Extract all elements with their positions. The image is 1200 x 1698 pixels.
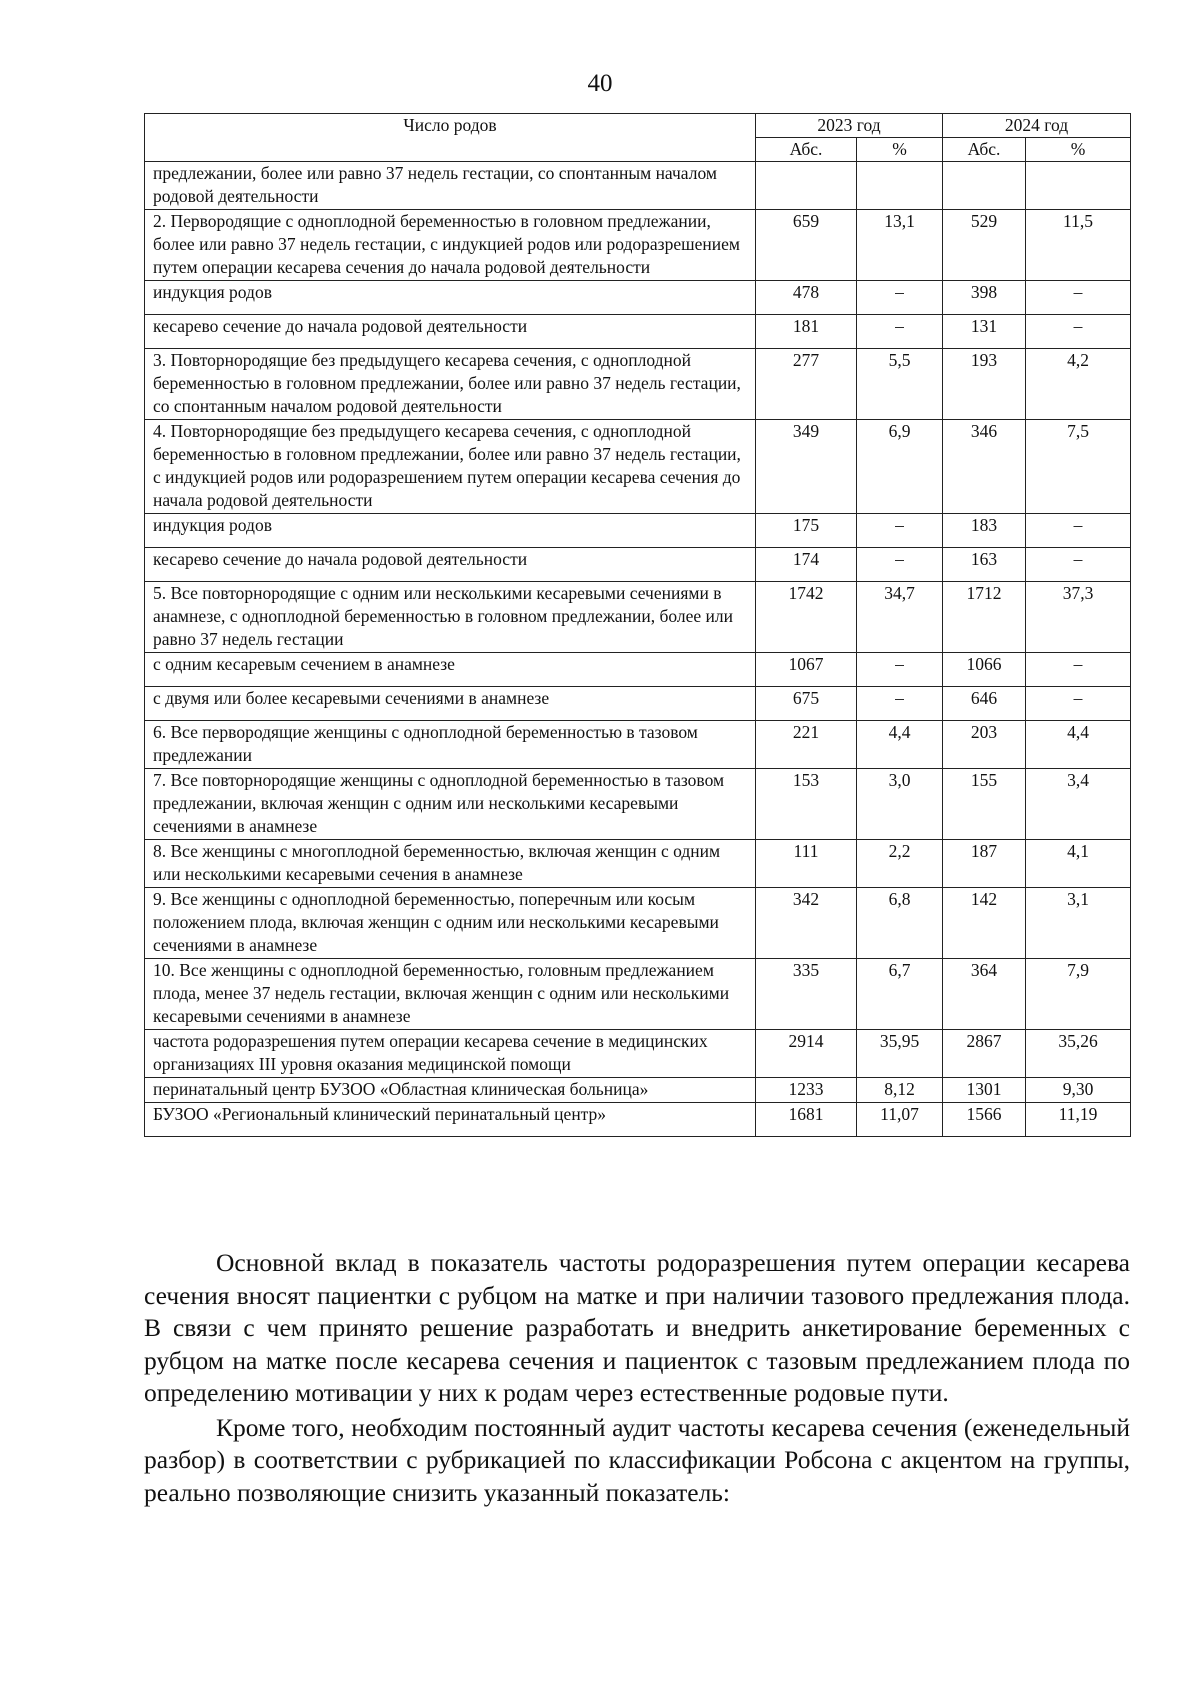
row-label: 8. Все женщины с многоплодной беременностью, включая женщин с одним или несколькими кесаревыми сечения в анамнезе <box>145 840 756 888</box>
cell-pct-2023: 5,5 <box>857 349 943 420</box>
cell-abs-2023: 153 <box>756 769 857 840</box>
row-label: 6. Все первородящие женщины с одноплодной беременностью в тазовом предлежании <box>145 721 756 769</box>
table-row <box>145 1078 1131 1103</box>
cell-abs-2024: 183 <box>943 514 1026 548</box>
cell-abs-2023: 1742 <box>756 582 857 653</box>
header-pct-2023: % <box>857 138 943 162</box>
cell-abs-2023: 181 <box>756 315 857 349</box>
row-label: индукция родов <box>145 281 756 315</box>
cell-pct-2023: 2,2 <box>857 840 943 888</box>
header-abs-2024: Абс. <box>943 138 1026 162</box>
cell-abs-2023 <box>756 162 857 210</box>
cell-pct-2024: – <box>1026 281 1131 315</box>
table-row <box>145 1103 1131 1137</box>
table-row <box>145 420 1131 514</box>
cell-pct-2024: 11,5 <box>1026 210 1131 281</box>
cell-pct-2023 <box>857 162 943 210</box>
cell-pct-2023: – <box>857 315 943 349</box>
header-year-2024: 2024 год <box>943 114 1131 138</box>
cell-abs-2024: 1066 <box>943 653 1026 687</box>
cell-pct-2024: 9,30 <box>1026 1078 1131 1103</box>
cell-pct-2024: 37,3 <box>1026 582 1131 653</box>
cell-pct-2023: 3,0 <box>857 769 943 840</box>
cell-pct-2024: – <box>1026 653 1131 687</box>
cell-abs-2024: 203 <box>943 721 1026 769</box>
row-label: частота родоразрешения путем операции кесарева сечение в медицинских организациях III уровня оказания медицинской помощи <box>145 1030 756 1078</box>
row-label: предлежании, более или равно 37 недель гестации, со спонтанным началом родовой деятельности <box>145 162 756 210</box>
table-row <box>145 548 1131 582</box>
cell-pct-2023: – <box>857 687 943 721</box>
cell-abs-2024: 1566 <box>943 1103 1026 1137</box>
cell-abs-2024: 142 <box>943 888 1026 959</box>
table-row <box>145 210 1131 281</box>
cell-pct-2024: 35,26 <box>1026 1030 1131 1078</box>
table-row <box>145 840 1131 888</box>
cell-abs-2024: 131 <box>943 315 1026 349</box>
cell-pct-2024: 3,4 <box>1026 769 1131 840</box>
cell-abs-2024: 193 <box>943 349 1026 420</box>
row-label: перинатальный центр БУЗОО «Областная клиническая больница» <box>145 1078 756 1103</box>
table-row <box>145 514 1131 548</box>
row-label: кесарево сечение до начала родовой деятельности <box>145 548 756 582</box>
cell-abs-2024: 187 <box>943 840 1026 888</box>
cell-abs-2023: 675 <box>756 687 857 721</box>
row-label: 10. Все женщины с одноплодной беременностью, головным предлежанием плода, менее 37 недель гестации, включая женщин с одним или несколькими кесаревыми сечениями в анамнезе <box>145 959 756 1030</box>
cell-abs-2023: 335 <box>756 959 857 1030</box>
cell-pct-2023: – <box>857 653 943 687</box>
cell-abs-2023: 659 <box>756 210 857 281</box>
body-text <box>144 1247 1130 1511</box>
cell-pct-2024: 4,4 <box>1026 721 1131 769</box>
table-row <box>145 959 1131 1030</box>
cell-pct-2024: – <box>1026 548 1131 582</box>
cell-pct-2024: 3,1 <box>1026 888 1131 959</box>
cell-pct-2023: 6,7 <box>857 959 943 1030</box>
header-births-count: Число родов <box>145 114 756 162</box>
cell-abs-2024: 364 <box>943 959 1026 1030</box>
table-body <box>145 162 1131 1137</box>
cell-abs-2024: 398 <box>943 281 1026 315</box>
cell-pct-2023: – <box>857 514 943 548</box>
cell-abs-2023: 111 <box>756 840 857 888</box>
cell-pct-2023: 6,8 <box>857 888 943 959</box>
cell-abs-2024: 529 <box>943 210 1026 281</box>
cell-abs-2023: 221 <box>756 721 857 769</box>
row-label: 3. Повторнородящие без предыдущего кесарева сечения, с одноплодной беременностью в головном предлежании, более или равно 37 недель гестации, со спонтанным началом родовой деятельности <box>145 349 756 420</box>
cell-abs-2023: 1233 <box>756 1078 857 1103</box>
robson-table <box>144 113 1131 1137</box>
cell-pct-2023: 34,7 <box>857 582 943 653</box>
row-label: индукция родов <box>145 514 756 548</box>
table-row <box>145 349 1131 420</box>
cell-abs-2024: 346 <box>943 420 1026 514</box>
cell-abs-2023: 342 <box>756 888 857 959</box>
table-row <box>145 315 1131 349</box>
cell-abs-2024: 2867 <box>943 1030 1026 1078</box>
cell-pct-2024: 4,2 <box>1026 349 1131 420</box>
cell-pct-2023: – <box>857 281 943 315</box>
header-pct-2024: % <box>1026 138 1131 162</box>
cell-pct-2023: – <box>857 548 943 582</box>
cell-pct-2024: 7,5 <box>1026 420 1131 514</box>
cell-pct-2024: – <box>1026 514 1131 548</box>
table-row <box>145 162 1131 210</box>
paragraph: Кроме того, необходим постоянный аудит частоты кесарева сечения (еженедельный разбор) в соответствии с рубрикацией по классификации Робсона с акцентом на группы, реально позволяющие снизить указанный показатель: <box>144 1412 1130 1507</box>
page-number: 40 <box>587 70 613 97</box>
cell-abs-2023: 349 <box>756 420 857 514</box>
row-label: 4. Повторнородящие без предыдущего кесарева сечения, с одноплодной беременностью в головном предлежании, более или равно 37 недель гестации, с индукцией родов или родоразрешением путем операции кесарева сечения до начала родовой деятельности <box>145 420 756 514</box>
cell-abs-2023: 2914 <box>756 1030 857 1078</box>
cell-pct-2024: 7,9 <box>1026 959 1131 1030</box>
cell-pct-2024: – <box>1026 315 1131 349</box>
table-row <box>145 281 1131 315</box>
cell-pct-2023: 11,07 <box>857 1103 943 1137</box>
table-row <box>145 769 1131 840</box>
cell-pct-2023: 6,9 <box>857 420 943 514</box>
cell-abs-2024 <box>943 162 1026 210</box>
cell-pct-2023: 35,95 <box>857 1030 943 1078</box>
row-label: 5. Все повторнородящие с одним или несколькими кесаревыми сечениями в анамнезе, с одноплодной беременностью в головном предлежании, более или равно 37 недель гестации <box>145 582 756 653</box>
cell-pct-2023: 13,1 <box>857 210 943 281</box>
cell-pct-2024: – <box>1026 687 1131 721</box>
table-row <box>145 687 1131 721</box>
cell-abs-2024: 1712 <box>943 582 1026 653</box>
cell-pct-2024 <box>1026 162 1131 210</box>
cell-abs-2024: 155 <box>943 769 1026 840</box>
row-label: кесарево сечение до начала родовой деятельности <box>145 315 756 349</box>
cell-abs-2023: 1681 <box>756 1103 857 1137</box>
cell-abs-2023: 174 <box>756 548 857 582</box>
cell-abs-2023: 1067 <box>756 653 857 687</box>
table-row <box>145 888 1131 959</box>
paragraph: Основной вклад в показатель частоты родоразрешения путем операции кесарева сечения вносят пациентки с рубцом на матке и при наличии тазового предлежания плода. В связи с чем принято решение разработать и внедрить анкетирование беременных с рубцом на матке после кесарева сечения и пациенток с тазовым предлежанием плода по определению мотивации у них к родам через естественные родовые пути. <box>144 1248 1130 1407</box>
cell-abs-2023: 277 <box>756 349 857 420</box>
row-label: 2. Первородящие с одноплодной беременностью в головном предлежании, более или равно 37 недель гестации, с индукцией родов или родоразрешением путем операции кесарева сечения до начала родовой деятельности <box>145 210 756 281</box>
cell-abs-2023: 478 <box>756 281 857 315</box>
cell-abs-2024: 163 <box>943 548 1026 582</box>
cell-pct-2023: 4,4 <box>857 721 943 769</box>
cell-abs-2024: 646 <box>943 687 1026 721</box>
table-row <box>145 653 1131 687</box>
cell-pct-2023: 8,12 <box>857 1078 943 1103</box>
row-label: с одним кесаревым сечением в анамнезе <box>145 653 756 687</box>
table-header-row <box>145 114 1131 138</box>
cell-abs-2024: 1301 <box>943 1078 1026 1103</box>
cell-abs-2023: 175 <box>756 514 857 548</box>
header-year-2023: 2023 год <box>756 114 943 138</box>
row-label: 7. Все повторнородящие женщины с одноплодной беременностью в тазовом предлежании, включая женщин с одним или несколькими кесаревыми сечениями в анамнезе <box>145 769 756 840</box>
cell-pct-2024: 11,19 <box>1026 1103 1131 1137</box>
header-abs-2023: Абс. <box>756 138 857 162</box>
table-row <box>145 721 1131 769</box>
table-row <box>145 1030 1131 1078</box>
row-label: 9. Все женщины с одноплодной беременностью, поперечным или косым положением плода, включая женщин с одним или несколькими кесаревыми сечениями в анамнезе <box>145 888 756 959</box>
row-label: с двумя или более кесаревыми сечениями в анамнезе <box>145 687 756 721</box>
row-label: БУЗОО «Региональный клинический перинатальный центр» <box>145 1103 756 1137</box>
cell-pct-2024: 4,1 <box>1026 840 1131 888</box>
table-row <box>145 582 1131 653</box>
